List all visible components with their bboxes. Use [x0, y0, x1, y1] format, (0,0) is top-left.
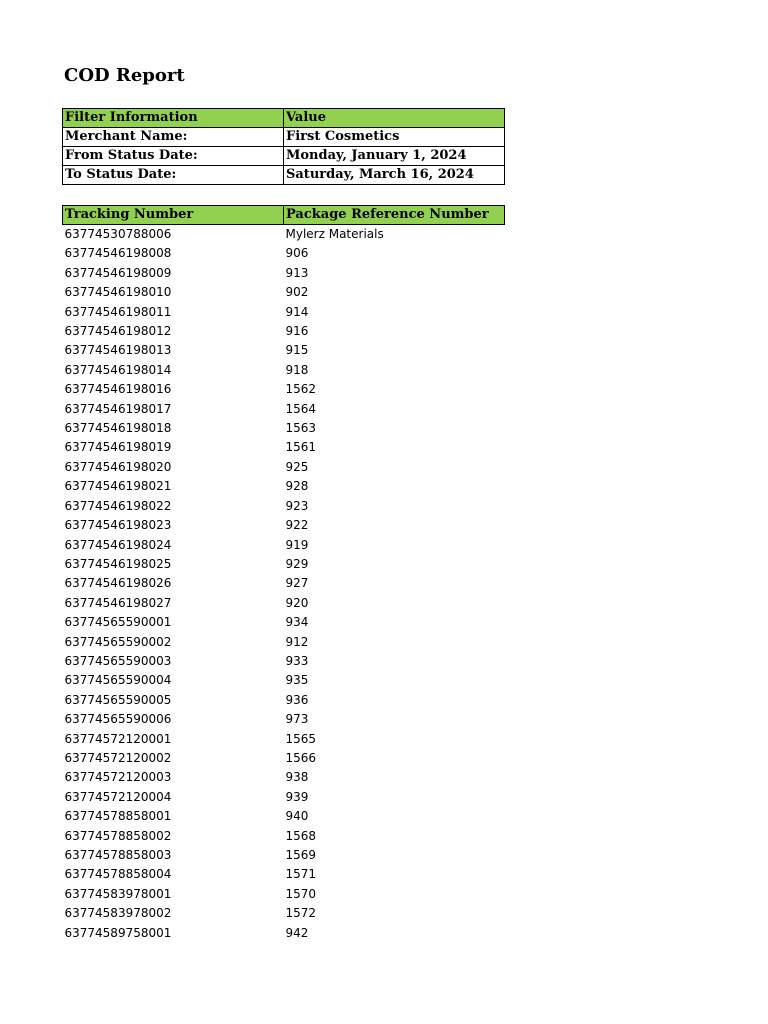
filter-header-information: Filter Information	[63, 109, 284, 128]
tracking-number-cell: 63774546198017	[64, 401, 172, 416]
tracking-number-cell: 63774530788006	[64, 227, 172, 241]
package-reference-cell: 1566	[285, 750, 317, 765]
filter-value: Monday, January 1, 2024	[284, 147, 505, 166]
table-row	[63, 788, 505, 807]
package-reference-cell: 929	[285, 556, 309, 571]
table-row	[63, 730, 505, 749]
filter-value: Saturday, March 16, 2024	[284, 166, 505, 185]
table-row	[63, 361, 505, 380]
table-row	[63, 846, 505, 865]
table-row	[63, 555, 505, 574]
tracking-number-cell: 63774546198022	[64, 498, 172, 513]
package-reference-cell: 927	[285, 576, 309, 591]
package-reference-cell: 915	[285, 343, 309, 358]
table-row	[63, 477, 505, 496]
package-reference-cell: 938	[285, 770, 309, 785]
filter-row-from-date	[63, 147, 505, 166]
table-row	[63, 904, 505, 923]
tracking-number-cell: 63774546198018	[64, 421, 172, 436]
packages-table	[62, 205, 505, 943]
page-title: COD Report	[64, 65, 185, 86]
package-reference-cell: 922	[285, 518, 309, 533]
table-row	[63, 458, 505, 477]
package-reference-cell: 1565	[285, 731, 317, 746]
table-row	[63, 924, 505, 943]
package-reference-cell: Mylerz Materials	[285, 227, 384, 241]
package-reference-cell: 940	[285, 809, 309, 824]
table-row	[63, 613, 505, 632]
filter-header-row	[63, 109, 505, 128]
package-reference-cell: 1561	[285, 440, 317, 455]
tracking-number-cell: 63774546198026	[64, 576, 172, 591]
tracking-number-cell: 63774572120001	[64, 731, 172, 746]
table-row	[63, 419, 505, 438]
filter-label: From Status Date:	[63, 147, 284, 166]
tracking-number-cell: 63774565590005	[64, 692, 172, 707]
tracking-number-cell: 63774578858002	[64, 828, 172, 843]
table-row	[63, 885, 505, 904]
tracking-number-cell: 63774546198014	[64, 362, 172, 377]
filter-label: To Status Date:	[63, 166, 284, 185]
table-row	[63, 749, 505, 768]
tracking-number-cell: 63774565590006	[64, 712, 172, 727]
tracking-number-cell: 63774578858003	[64, 848, 172, 862]
package-reference-cell: 1562	[285, 382, 317, 397]
package-reference-cell: 934	[285, 615, 309, 630]
package-reference-cell: 925	[285, 459, 309, 474]
table-row	[63, 865, 505, 884]
table-row	[63, 438, 505, 457]
table-row	[63, 691, 505, 710]
table-row	[63, 380, 505, 399]
tracking-number-cell: 63774546198009	[64, 265, 172, 280]
tracking-number-cell: 63774546198025	[64, 556, 172, 571]
column-header-tracking-number: Tracking Number	[63, 206, 284, 225]
tracking-number-cell: 63774589758001	[64, 925, 172, 940]
tracking-number-cell: 63774546198023	[64, 518, 172, 533]
table-row	[63, 807, 505, 826]
table-row	[63, 244, 505, 263]
package-reference-cell: 936	[285, 692, 309, 707]
filter-label: Merchant Name:	[63, 128, 284, 147]
table-row	[63, 516, 505, 535]
package-reference-cell: 902	[285, 285, 309, 300]
package-reference-cell: 914	[285, 304, 309, 319]
table-row	[63, 536, 505, 555]
tracking-number-cell: 63774578858001	[64, 809, 172, 824]
packages-body	[63, 225, 505, 944]
tracking-number-cell: 63774583978001	[64, 886, 172, 901]
package-reference-cell: 913	[285, 265, 309, 280]
tracking-number-cell: 63774546198013	[64, 343, 172, 358]
tracking-number-cell: 63774546198010	[64, 285, 172, 300]
tracking-number-cell: 63774572120004	[64, 789, 172, 804]
filter-row-merchant	[63, 128, 505, 147]
filter-table	[62, 108, 505, 185]
tracking-number-cell: 63774583978002	[64, 906, 172, 921]
tracking-number-cell: 63774546198011	[64, 304, 172, 319]
package-reference-cell: 933	[285, 653, 309, 668]
table-row	[63, 710, 505, 729]
package-reference-cell: 939	[285, 789, 309, 804]
package-reference-cell: 1571	[285, 867, 317, 882]
tracking-number-cell: 63774572120003	[64, 770, 172, 785]
tracking-number-cell: 63774565590002	[64, 634, 172, 649]
package-reference-cell: 906	[285, 246, 309, 261]
table-row	[63, 671, 505, 690]
table-row	[63, 497, 505, 516]
table-row	[63, 768, 505, 787]
table-row	[63, 341, 505, 360]
table-row	[63, 400, 505, 419]
package-reference-cell: 1568	[285, 828, 317, 843]
package-reference-cell: 919	[285, 537, 309, 552]
tracking-number-cell: 63774546198019	[64, 440, 172, 455]
tracking-number-cell: 63774565590001	[64, 615, 172, 630]
filter-header-value: Value	[284, 109, 505, 128]
tracking-number-cell: 63774546198024	[64, 537, 172, 552]
table-row	[63, 264, 505, 283]
tracking-number-cell: 63774546198020	[64, 459, 172, 474]
filter-value: First Cosmetics	[284, 128, 505, 147]
package-reference-cell: 920	[285, 595, 309, 610]
package-reference-cell: 973	[285, 712, 309, 727]
table-row	[63, 283, 505, 302]
package-reference-cell: 1572	[285, 906, 317, 921]
table-row	[63, 652, 505, 671]
table-row	[63, 574, 505, 593]
package-reference-cell: 1569	[285, 848, 317, 862]
tracking-number-cell: 63774565590004	[64, 673, 172, 688]
packages-header-row	[63, 206, 505, 225]
tracking-number-cell: 63774572120002	[64, 750, 172, 765]
package-reference-cell: 935	[285, 673, 309, 688]
tracking-number-cell: 63774578858004	[64, 867, 172, 882]
table-row	[63, 322, 505, 341]
package-reference-cell: 916	[285, 324, 309, 339]
tracking-number-cell: 63774546198021	[64, 479, 172, 494]
column-header-package-reference: Package Reference Number	[284, 206, 505, 225]
table-row	[63, 594, 505, 613]
tracking-number-cell: 63774546198016	[64, 382, 172, 397]
filter-row-to-date	[63, 166, 505, 185]
package-reference-cell: 942	[285, 925, 309, 940]
table-row	[63, 225, 505, 245]
package-reference-cell: 918	[285, 362, 309, 377]
tracking-number-cell: 63774546198008	[64, 246, 172, 261]
tracking-number-cell: 63774546198027	[64, 595, 172, 610]
package-reference-cell: 928	[285, 479, 309, 494]
table-row	[63, 303, 505, 322]
package-reference-cell: 1563	[285, 421, 317, 436]
tracking-number-cell: 63774546198012	[64, 324, 172, 339]
package-reference-cell: 1564	[285, 401, 317, 416]
package-reference-cell: 1570	[285, 886, 317, 901]
table-row	[63, 827, 505, 846]
table-row	[63, 633, 505, 652]
tracking-number-cell: 63774565590003	[64, 653, 172, 668]
package-reference-cell: 923	[285, 498, 309, 513]
package-reference-cell: 912	[285, 634, 309, 649]
